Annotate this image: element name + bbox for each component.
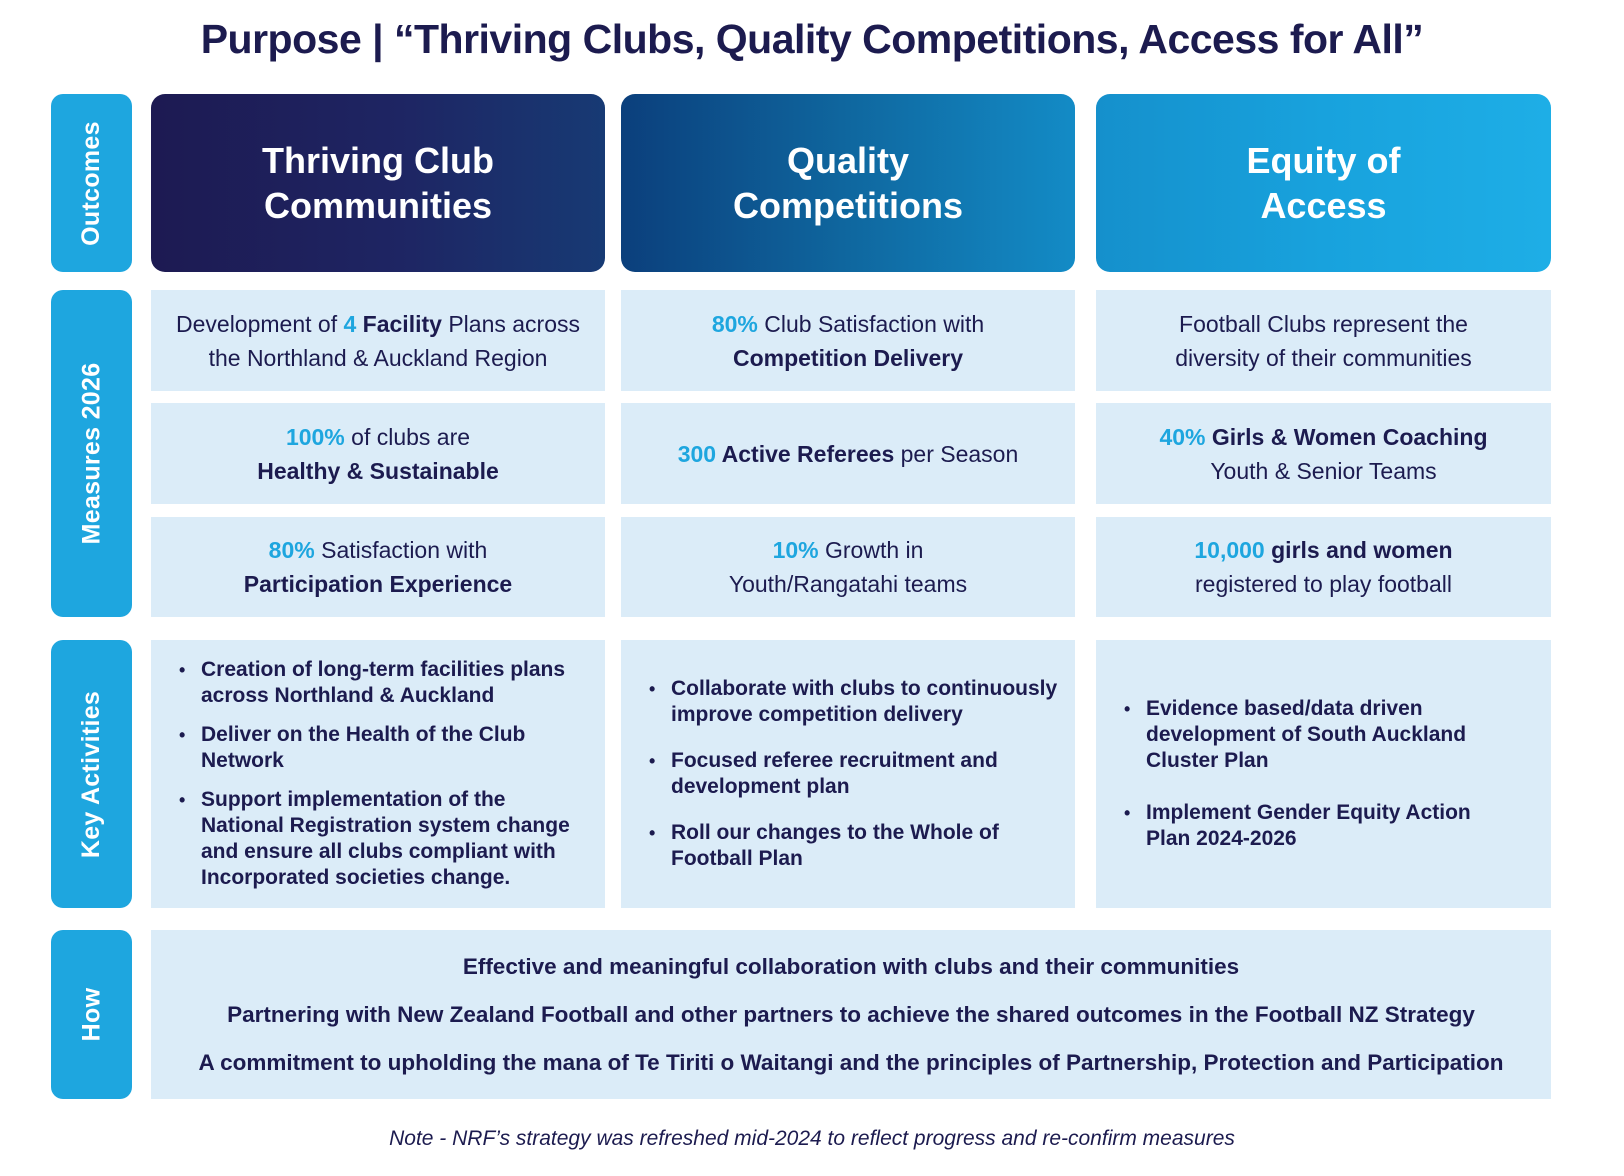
activities-quality-competitions	[621, 640, 1075, 908]
measure-line: Football Clubs represent the	[1179, 310, 1468, 337]
activity-line: National Registration system change	[201, 814, 570, 837]
outcome-1-line2: Communities	[263, 185, 492, 226]
measure-line2: Healthy & Sustainable	[257, 457, 499, 484]
activity-item	[649, 748, 1063, 800]
measure-text: Club Satisfaction with	[757, 310, 985, 337]
activity-item	[179, 722, 593, 774]
measure-line2: the Northland & Auckland Region	[208, 344, 548, 371]
how-panel	[151, 930, 1551, 1099]
measure-highlight: 10%	[772, 537, 819, 563]
activity-line: • Implement Gender Equity Action	[1146, 801, 1471, 824]
measure-line	[269, 533, 488, 567]
measure-line2: diversity of their communities	[1175, 344, 1472, 371]
activity-line: Network	[201, 749, 284, 772]
measure-highlight: 80%	[268, 537, 315, 563]
activity-line: Plan 2024-2026	[1146, 827, 1297, 850]
measure-line	[286, 420, 470, 454]
activities-thriving-clubs	[151, 640, 605, 908]
measure-participation-satisfaction	[151, 517, 605, 617]
measure-line2: Youth/Rangatahi teams	[728, 571, 968, 597]
measure-youth-growth	[621, 517, 1075, 617]
side-label-activities-text: Key Activities	[77, 690, 105, 858]
activity-line: • Support implementation of the	[201, 788, 506, 811]
measure-line	[1194, 533, 1452, 567]
activities-equity-of-access	[1096, 640, 1551, 908]
measure-line	[712, 307, 984, 341]
measure-highlight: 40%	[1159, 423, 1206, 450]
measure-bold: girls and women	[1264, 537, 1453, 563]
footnote: Note - NRF’s strategy was refreshed mid-2024 to reflect progress and re-confirm measures	[389, 1127, 1235, 1150]
activity-line: Football Plan	[671, 847, 803, 870]
activity-line: • Evidence based/data driven	[1146, 697, 1423, 720]
measure-text: per Season	[894, 440, 1019, 467]
measure-healthy-clubs	[151, 403, 605, 504]
activity-line: • Creation of long-term facilities plans	[201, 658, 566, 681]
side-label-how-text: How	[76, 987, 105, 1042]
how-line: Effective and meaningful collaboration with clubs and their communities	[462, 953, 1240, 979]
measure-highlight: 300	[677, 440, 717, 467]
activity-line: improve competition delivery	[671, 703, 963, 726]
outcome-3-line1: Equity of	[1246, 140, 1401, 181]
outcome-2-line2: Competitions	[733, 185, 963, 226]
measure-line2: registered to play football	[1195, 571, 1452, 597]
measure-line	[1159, 420, 1487, 454]
activity-line: development plan	[671, 775, 850, 798]
outcome-2-line1: Quality	[786, 140, 910, 181]
activity-line: development of South Auckland	[1146, 723, 1467, 746]
activity-line: • Focused referee recruitment and	[671, 749, 998, 772]
activity-line: Incorporated societies change.	[201, 866, 511, 889]
measure-text: Plans across	[441, 310, 580, 337]
how-line: A commitment to upholding the mana of Te Tiriti o Waitangi and the principles of Partnership, Protection and Participation	[198, 1049, 1504, 1075]
measure-bold: Girls & Women Coaching	[1205, 423, 1488, 450]
measure-highlight: 10,000	[1194, 537, 1265, 563]
measure-line2: Participation Experience	[243, 571, 513, 597]
measure-bold: Facility	[356, 310, 442, 337]
activity-line: • Deliver on the Health of the Club	[201, 723, 526, 746]
page-title: Purpose | “Thriving Clubs, Quality Competitions, Access for All”	[200, 16, 1424, 62]
measure-active-referees	[621, 403, 1075, 504]
measure-line	[773, 533, 924, 567]
measure-line2: Youth & Senior Teams	[1210, 457, 1437, 484]
activity-item	[179, 657, 593, 709]
measure-facility-plans	[151, 290, 605, 391]
activity-line: • Roll our changes to the Whole of	[671, 821, 999, 844]
outcome-3-line2: Access	[1260, 185, 1387, 226]
side-label-outcomes	[51, 94, 132, 272]
measure-bold: Active Referees	[716, 440, 895, 467]
activity-list	[1096, 696, 1551, 852]
activity-item	[179, 787, 593, 891]
side-label-activities	[51, 640, 132, 908]
measure-club-diversity	[1096, 290, 1551, 391]
activity-item	[1124, 800, 1539, 852]
outcome-thriving-club-communities	[151, 94, 605, 272]
measure-text: Development of	[176, 310, 344, 337]
measure-line2: Competition Delivery	[732, 344, 964, 371]
measure-highlight: 100%	[285, 423, 345, 450]
measure-text: Growth in	[818, 537, 924, 563]
activity-list	[151, 657, 605, 891]
side-label-how	[51, 930, 132, 1099]
measure-club-satisfaction	[621, 290, 1075, 391]
outcome-quality-competitions	[621, 94, 1075, 272]
measure-text: Satisfaction with	[314, 537, 488, 563]
activity-line: across Northland & Auckland	[201, 684, 495, 707]
activity-line: Cluster Plan	[1146, 749, 1269, 772]
side-label-outcomes-text: Outcomes	[77, 120, 105, 246]
outcome-1-line1: Thriving Club	[262, 140, 494, 181]
activity-item	[1124, 696, 1539, 774]
measure-highlight: 4	[343, 310, 357, 337]
activity-line: • Collaborate with clubs to continuously	[671, 677, 1058, 700]
side-label-measures	[51, 290, 132, 617]
side-label-measures-text: Measures 2026	[77, 362, 105, 545]
measure-girls-registered	[1096, 517, 1551, 617]
measure-text: of clubs are	[344, 423, 471, 450]
activity-line: and ensure all clubs compliant with	[201, 840, 556, 863]
how-line: Partnering with New Zealand Football and other partners to achieve the shared outcomes in the Football NZ Strategy	[227, 1001, 1475, 1027]
measure-line	[176, 307, 580, 341]
activity-item	[649, 820, 1063, 872]
activity-item	[649, 676, 1063, 728]
outcome-equity-of-access	[1096, 94, 1551, 272]
measure-line	[678, 437, 1019, 471]
measure-women-coaching	[1096, 403, 1551, 504]
measure-highlight: 80%	[711, 310, 758, 337]
activity-list	[621, 676, 1075, 872]
